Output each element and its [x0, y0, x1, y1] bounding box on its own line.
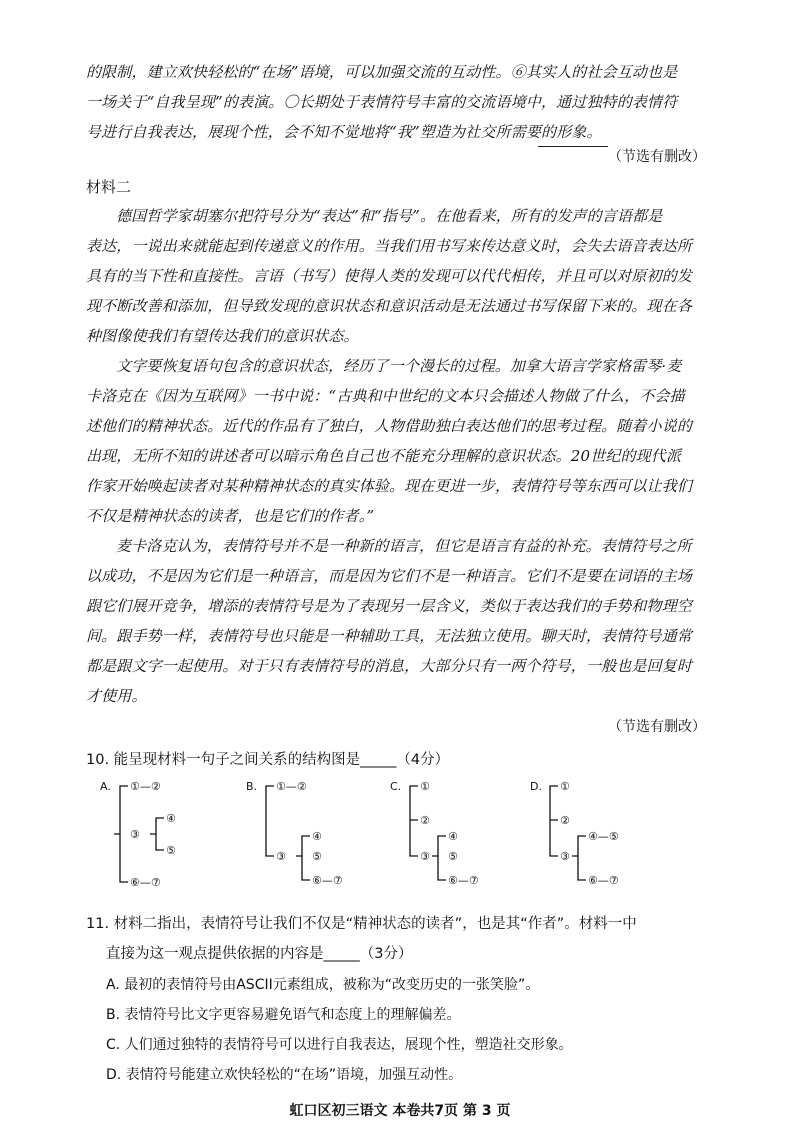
source-note: （节选有删改） — [608, 719, 706, 735]
text-line: 一场关于“自我呈现”的表演。〇长期处于表情符号丰富的交流语境中，通过独特的表情符 — [86, 93, 678, 111]
node-4: ④ — [166, 812, 176, 825]
text-line: 种图像使我们有望传达我们的意识状态。 — [86, 327, 359, 345]
diagram-option-b — [246, 780, 386, 892]
source-note: （节选有删改） — [608, 149, 706, 165]
text-line: 的限制，建立欢快轻松的“在场”语境，可以加强交流的互动性。⑥其实人的社会互动也是 — [86, 63, 678, 81]
text-line: 述他们的精神状态。近代的作品有了独白，人物借助独白表达他们的思考过程。随着小说的 — [86, 417, 693, 435]
node-5: ⑤ — [312, 850, 322, 863]
node-2: ② — [420, 814, 430, 827]
option-label: A. — [100, 780, 111, 793]
diagram-option-d — [530, 780, 670, 892]
diagram-option-a — [100, 780, 240, 892]
diagram-option-c — [390, 780, 530, 892]
text-line: 间。跟手势一样，表情符号也只能是一种辅助工具，无法独立使用。聊天时，表情符号通常 — [86, 627, 693, 645]
question-11-option-a: A. 最初的表情符号由ASCII元素组成，被称为“改变历史的一张笑脸”。 — [106, 977, 540, 993]
text-line: 文字要恢复语句包含的意识状态，经历了一个漫长的过程。加拿大语言学家格雷琴·麦 — [116, 357, 682, 375]
text-line: 都是跟文字一起使用。对于只有表情符号的消息，大部分只有一两个符号，一般也是回复时 — [86, 657, 693, 675]
node-4-5: ④—⑤ — [588, 830, 619, 843]
question-11-stem: 11. 材料二指出，表情符号让我们不仅是“精神状态的读者”，也是其“作者”。材料一中 — [86, 916, 637, 932]
question-11-option-b: B. 表情符号比文字更容易避免语气和态度上的理解偏差。 — [106, 1007, 461, 1023]
node-3: ③ — [130, 828, 140, 841]
text-line: 跟它们展开竞争，增添的表情符号是为了表现另一层含义，类似于表达我们的手势和物理空 — [86, 597, 693, 615]
question-10-stem: 10. 能呈现材料一句子之间关系的结构图是_____（4分） — [86, 752, 450, 768]
text-line: 卡洛克在《因为互联网》一书中说：“古典和中世纪的文本只会描述人物做了什么，不会描 — [86, 387, 685, 405]
node-4: ④ — [312, 830, 322, 843]
node-1: ① — [420, 780, 430, 793]
material-heading: 材料二 — [86, 178, 132, 196]
text-line: 具有的当下性和直接性。言语（书写）使得人类的发现可以代代相传，并且可以对原初的发 — [86, 267, 693, 285]
node-1-2: ①—② — [130, 780, 161, 793]
text-line: 出现，无所不知的讲述者可以暗示角色自己也不能充分理解的意识状态。20世纪的现代派 — [86, 447, 682, 465]
text-line: 号进行自我表达，展现个性，会不知不觉地将“我”塑造为社交所需要的形象。 — [86, 123, 602, 141]
node-2: ② — [560, 814, 570, 827]
node-3: ③ — [420, 850, 430, 863]
question-11-stem: 直接为这一观点提供依据的内容是_____（3分） — [106, 946, 413, 962]
text-line: 德国哲学家胡塞尔把符号分为“表达”和“指号”。在他看来，所有的发声的言语都是 — [116, 207, 663, 225]
text-line: 以成功，不是因为它们是一种语言，而是因为它们不是一种语言。它们不是要在词语的主场 — [86, 567, 693, 585]
node-4: ④ — [448, 830, 458, 843]
node-5: ⑤ — [448, 850, 458, 863]
node-3: ③ — [560, 850, 570, 863]
text-line: 作家开始唤起读者对某种精神状态的真实体验。现在更进一步，表情符号等东西可以让我们 — [86, 477, 693, 495]
option-label: D. — [530, 780, 542, 793]
node-6-7: ⑥—⑦ — [312, 874, 343, 887]
node-1-2: ①—② — [276, 780, 307, 793]
text-line: 麦卡洛克认为，表情符号并不是一种新的语言，但它是语言有益的补充。表情符号之所 — [116, 537, 692, 555]
option-label: C. — [390, 780, 402, 793]
node-6-7: ⑥—⑦ — [130, 876, 161, 889]
source-rule — [538, 146, 608, 147]
text-line: 现不断改善和添加，但导致发现的意识状态和意识活动是无法通过书写保留下来的。现在各 — [86, 297, 693, 315]
question-11-option-c: C. 人们通过独特的表情符号可以进行自我表达，展现个性，塑造社交形象。 — [106, 1037, 573, 1053]
option-label: B. — [246, 780, 258, 793]
text-line: 才使用。 — [86, 687, 147, 705]
question-11-option-d: D. 表情符号能建立欢快轻松的“在场”语境，加强互动性。 — [106, 1067, 463, 1083]
node-6-7: ⑥—⑦ — [448, 874, 479, 887]
node-1: ① — [560, 780, 570, 793]
node-5: ⑤ — [166, 844, 176, 857]
node-6-7: ⑥—⑦ — [588, 874, 619, 887]
text-line: 不仅是精神状态的读者，也是它们的作者。” — [86, 507, 375, 525]
node-3: ③ — [276, 850, 286, 863]
page-footer: 虹口区初三语文 本卷共7页 第 3 页 — [289, 1103, 511, 1119]
text-line: 表达，一说出来就能起到传递意义的作用。当我们用书写来传达意义时，会失去语音表达所 — [86, 237, 693, 255]
